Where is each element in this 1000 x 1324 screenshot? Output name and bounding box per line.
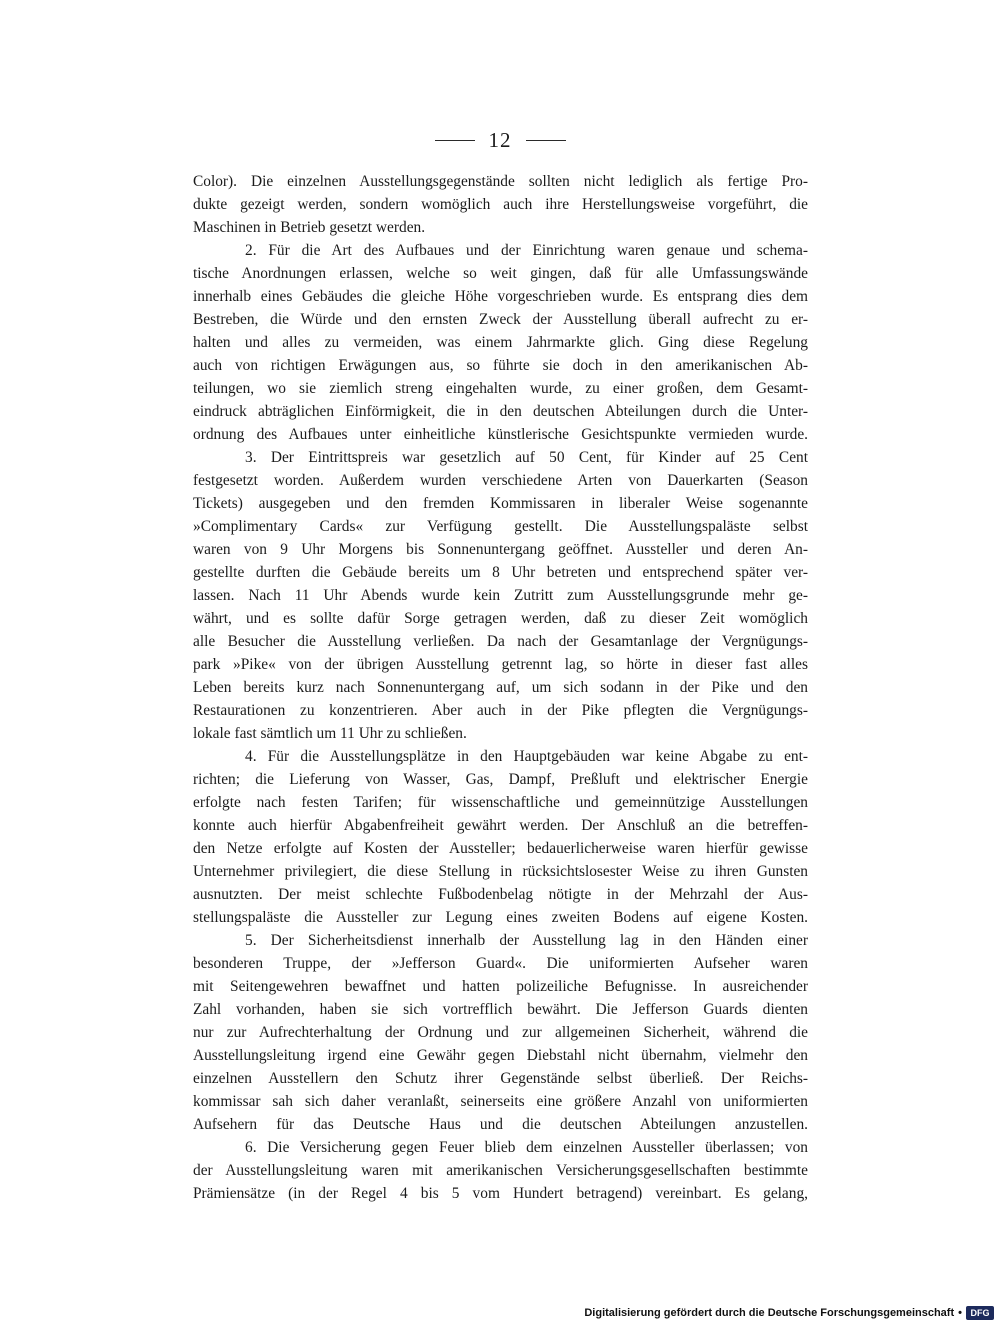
digitization-footer xyxy=(584,1306,994,1320)
text-line: »Complimentary Cards« zur Verfügung gestellt. Die Ausstellungspaläste selbst xyxy=(193,518,808,535)
text-line: festgesetzt worden. Außerdem wurden verschiedene Arten von Dauerkarten (Season xyxy=(193,472,808,489)
text-line: teilungen, wo sie ziemlich streng eingehalten wurde, zu einer großen, dem Gesamt- xyxy=(193,380,808,397)
text-line: konnte auch hierfür Abgabenfreiheit gewährt werden. Der Anschluß an die betreffen- xyxy=(193,817,808,834)
text-line: waren von 9 Uhr Morgens bis Sonnenuntergang geöffnet. Aussteller und deren An- xyxy=(193,541,808,558)
text-line: Leben bereits kurz nach Sonnenuntergang auf, um sich sodann in der Pike und den xyxy=(193,679,808,696)
page-header xyxy=(0,128,1000,153)
text-line: Ausstellungsleitung irgend eine Gewähr gegen Diebstahl nicht übernahm, vielmehr den xyxy=(193,1047,808,1064)
text-line: Unternehmer privilegiert, die diese Stellung in rücksichtslosester Weise zu ihren Gunsten xyxy=(193,863,808,880)
text-line: park »Pike« von der übrigen Ausstellung getrennt lag, so hörte in dieser fast alles xyxy=(193,656,808,673)
footer-separator: • xyxy=(958,1307,962,1319)
text-line: ausnutzten. Der meist schlechte Fußbodenbelag nötigte in der Mehrzahl der Aus- xyxy=(193,886,808,903)
paragraph-4-start: 4. Für die Ausstellungsplätze in den Hauptgebäuden war keine Abgabe zu ent- xyxy=(245,748,808,765)
text-line: lassen. Nach 11 Uhr Abends wurde kein Zutritt zum Ausstellungsgrunde mehr ge- xyxy=(193,587,808,604)
footer-credit: Digitalisierung gefördert durch die Deutsche Forschungsgemeinschaft xyxy=(584,1307,955,1319)
text-line: Restaurationen zu konzentrieren. Aber auch in der Pike pflegten die Vergnügungs- xyxy=(193,702,808,719)
text-line: tische Anordnungen erlassen, welche so weit gingen, daß für alle Umfassungswände xyxy=(193,265,808,282)
text-line: erfolgte nach festen Tarifen; für wissenschaftliche und gemeinnützige Ausstellungen xyxy=(193,794,808,811)
paragraph-5-start: 5. Der Sicherheitsdienst innerhalb der Ausstellung lag in den Händen einer xyxy=(245,932,808,949)
text-line: richten; die Lieferung von Wasser, Gas, Dampf, Preßluft und elektrischer Energie xyxy=(193,771,808,788)
text-line: stellungspaläste die Aussteller zur Legung eines zweiten Bodens auf eigene Kosten. xyxy=(193,909,808,926)
text-line: Bestreben, die Würde und den ernsten Zweck der Ausstellung überall aufrecht zu er- xyxy=(193,311,808,328)
text-line: dukte gezeigt werden, sondern womöglich auch ihre Herstellungsweise vorgeführt, die xyxy=(193,196,808,213)
text-line: eindruck abträglichen Einförmigkeit, die in den deutschen Abteilungen durch die Unter- xyxy=(193,403,808,420)
text-line: besonderen Truppe, der »Jefferson Guard«. Die uniformierten Aufseher waren xyxy=(193,955,808,972)
body-text xyxy=(193,170,808,1205)
text-line: kommissar sah sich daher veranlaßt, seinerseits eine größere Anzahl von uniformierten xyxy=(193,1093,808,1110)
text-line: halten und alles zu vermeiden, was einem Jahrmarkte glich. Ging diese Regelung xyxy=(193,334,808,351)
text-line: innerhalb eines Gebäudes die gleiche Höhe vorgeschrieben wurde. Es entsprang dies dem xyxy=(193,288,808,305)
text-line: währt, und es sollte dafür Sorge getragen werden, daß zu dieser Zeit womöglich xyxy=(193,610,808,627)
dfg-logo-icon: DFG xyxy=(966,1306,994,1320)
text-line: gestellte durften die Gebäude bereits um 8 Uhr betreten und entsprechend später ver- xyxy=(193,564,808,581)
paragraph-3-start: 3. Der Eintrittspreis war gesetzlich auf 50 Cent, für Kinder auf 25 Cent xyxy=(245,449,808,466)
header-rule-left xyxy=(435,140,475,141)
paragraph-6-start: 6. Die Versicherung gegen Feuer blieb dem einzelnen Aussteller überlassen; von xyxy=(245,1139,808,1156)
text-line: nur zur Aufrechterhaltung der Ordnung und zur allgemeinen Sicherheit, während die xyxy=(193,1024,808,1041)
page-number: 12 xyxy=(488,128,512,152)
text-line: ordnung des Aufbaues unter einheitliche künstlerische Gesichtspunkte vermieden wurde. xyxy=(193,426,808,443)
text-line: Zahl vorhanden, haben sie sich vortrefflich bewährt. Die Jefferson Guards dienten xyxy=(193,1001,808,1018)
header-rule-right xyxy=(526,140,566,141)
text-line: Tickets) ausgegeben und den fremden Kommissaren in liberaler Weise sogenannte xyxy=(193,495,808,512)
text-line: den Netze erfolgte auf Kosten der Aussteller; bedauerlicherweise waren hierfür gewisse xyxy=(193,840,808,857)
text-line: einzelnen Ausstellern den Schutz ihrer Gegenstände selbst überließ. Der Reichs- xyxy=(193,1070,808,1087)
text-line: Maschinen in Betrieb gesetzt werden. xyxy=(193,219,426,236)
text-line: lokale fast sämtlich um 11 Uhr zu schließen. xyxy=(193,725,467,742)
text-line: alle Besucher die Ausstellung verließen. Da nach der Gesamtanlage der Vergnügungs- xyxy=(193,633,808,650)
text-line: mit Seitengewehren bewaffnet und hatten polizeiliche Befugnisse. In ausreichender xyxy=(193,978,808,995)
text-line: Color). Die einzelnen Ausstellungsgegenstände sollten nicht lediglich als fertige Pro- xyxy=(193,173,808,190)
text-line: Aufsehern für das Deutsche Haus und die deutschen Abteilungen anzustellen. xyxy=(193,1116,808,1133)
text-line: Prämiensätze (in der Regel 4 bis 5 vom Hundert betragend) vereinbart. Es gelang, xyxy=(193,1185,808,1202)
paragraph-2-start: 2. Für die Art des Aufbaues und der Einrichtung waren genaue und schema- xyxy=(245,242,808,259)
text-line: auch von richtigen Erwägungen aus, so führte sie doch in den amerikanischen Ab- xyxy=(193,357,808,374)
text-line: der Ausstellungsleitung waren mit amerikanischen Versicherungsgesellschaften bestimmte xyxy=(193,1162,808,1179)
